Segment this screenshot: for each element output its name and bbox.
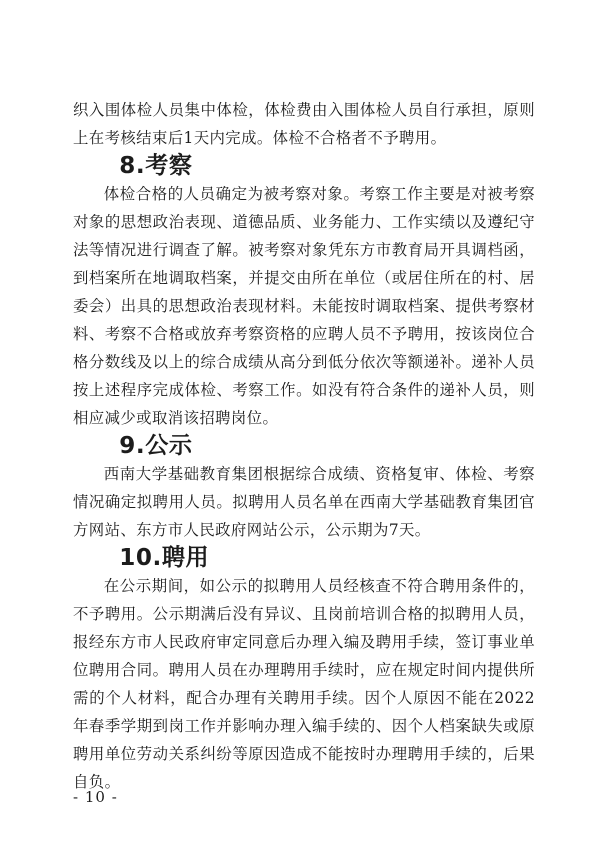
section-paragraph-employment: 在公示期间，如公示的拟聘用人员经核查不符合聘用条件的，不予聘用。公示期满后没有异议、且岗前培训合格的拟聘用人员，报经东方市人民政府审定同意后办理入编及聘用手续，签订事业单位聘用合同。聘用人员在办理聘用手续时，应在规定时间内提供所需的个人材料，配合办理有关聘用手续。因个人原因不能在2022年春季学期到岗工作并影响办理入编手续的、因个人档案缺失或原聘用单位劳动关系纠纷等原因造成不能按时办理聘用手续的，后果自负。: [73, 577, 535, 791]
page-number: - 10 -: [73, 788, 118, 806]
section-heading-employment: 10.聘用: [119, 545, 210, 571]
section-paragraph-inspection: 体检合格的人员确定为被考察对象。考察工作主要是对被考察对象的思想政治表现、道德品质、业务能力、工作实绩以及遵纪守法等情况进行调查了解。被考察对象凭东方市教育局开具调档函，到档案所在地调取档案，并提交由所在单位（或居住所在的村、居委会）出具的思想政治表现材料。未能按时调取档案、提供考察材料、考察不合格或放弃考察资格的应聘人员不予聘用，按该岗位合格分数线及以上的综合成绩从高分到低分依次等额递补。递补人员按上述程序完成体检、考察工作。如没有符合条件的递补人员，则相应减少或取消该招聘岗位。: [73, 185, 535, 427]
section-heading-publicity: 9.公示: [119, 433, 193, 459]
section-heading-inspection: 8.考察: [119, 153, 193, 179]
section-paragraph-publicity: 西南大学基础教育集团根据综合成绩、资格复审、体检、考察情况确定拟聘用人员。拟聘用人员名单在西南大学基础教育集团官方网站、东方市人民政府网站公示，公示期为7天。: [73, 465, 535, 539]
lead-paragraph: 织入围体检人员集中体检，体检费由入围体检人员自行承担，原则上在考核结束后1天内完成。体检不合格者不予聘用。: [73, 101, 535, 147]
document-body: [73, 96, 535, 796]
